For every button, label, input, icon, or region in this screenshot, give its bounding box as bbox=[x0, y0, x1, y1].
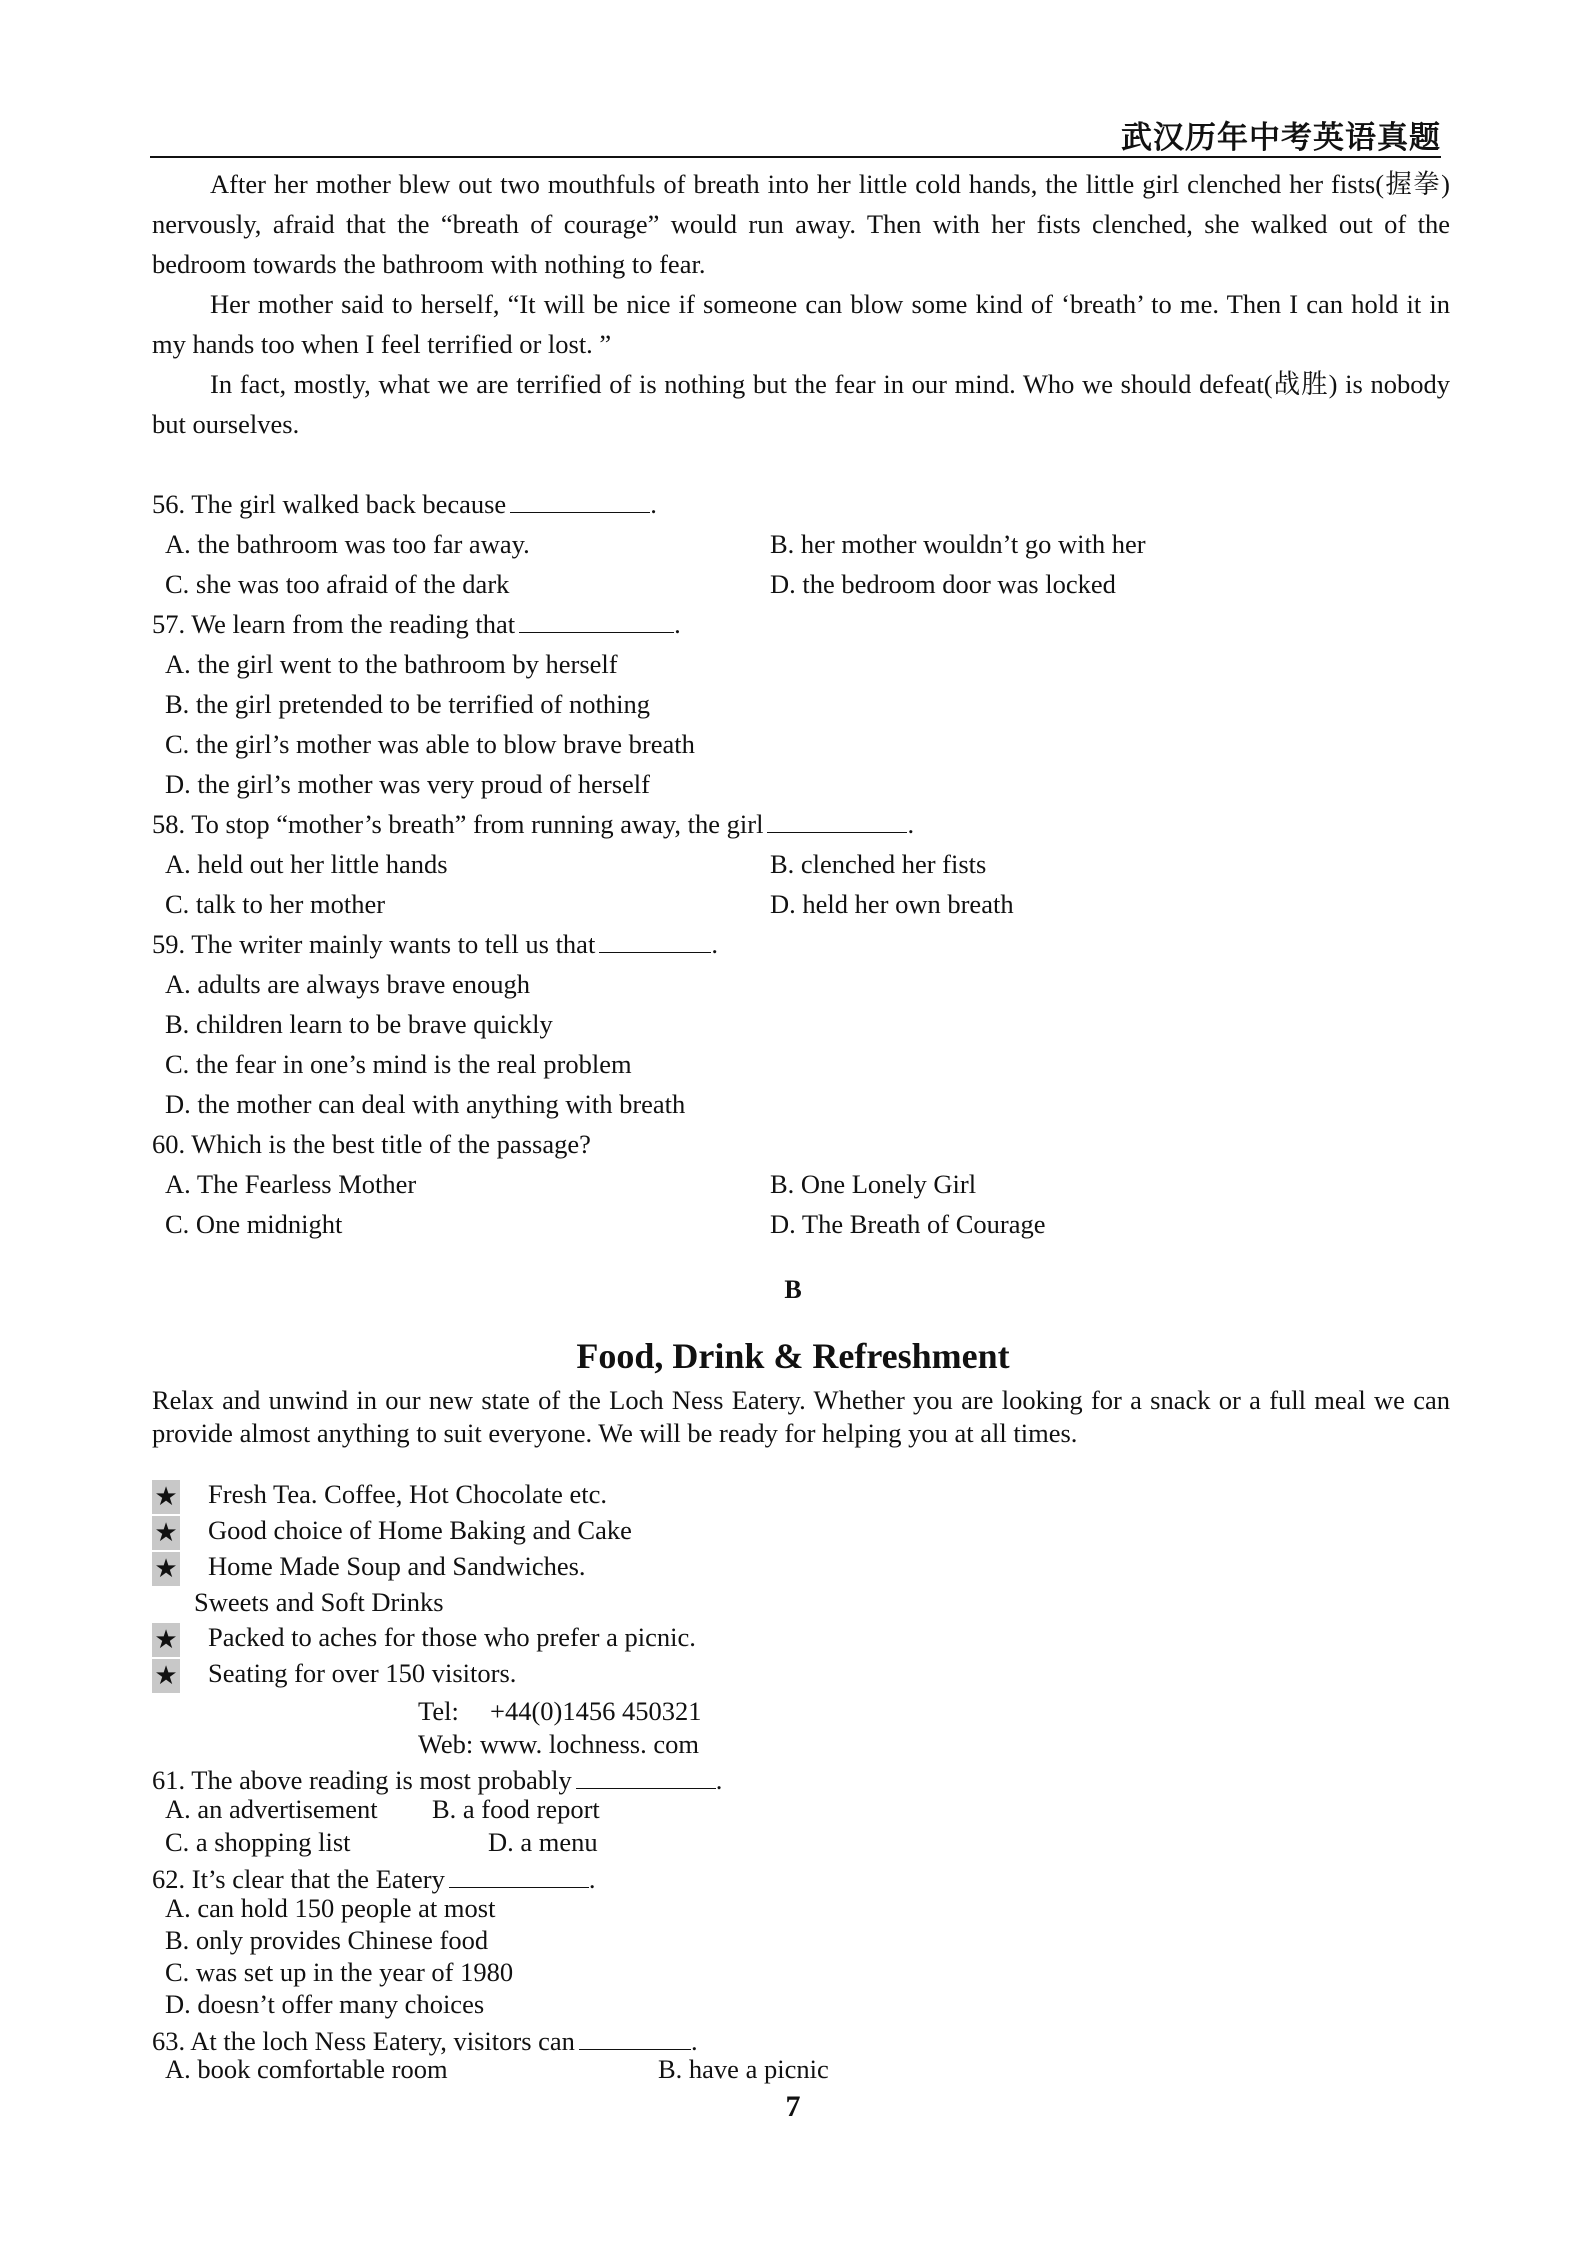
question-end: . bbox=[650, 489, 657, 519]
answer-blank[interactable] bbox=[449, 1859, 589, 1888]
ad-item-plain: Sweets and Soft Drinks bbox=[194, 1587, 444, 1617]
ad-item-label: Packed to aches for those who prefer a picnic. bbox=[208, 1622, 696, 1652]
ad-website: Web: www. lochness. com bbox=[418, 1729, 699, 1759]
header-title: 武汉历年中考英语真题 bbox=[1121, 120, 1441, 156]
ad-item bbox=[152, 1548, 586, 1586]
header-divider bbox=[150, 156, 1441, 158]
option-57-a[interactable]: A. the girl went to the bathroom by herself bbox=[165, 649, 618, 679]
star-icon: ★ bbox=[152, 1552, 180, 1586]
passage-paragraph: Her mother said to herself, “It will be nice if someone can blow some kind of ‘breath’ to me. Then I can hold it in my hands too when I feel terrified or lost. ” bbox=[152, 289, 1450, 359]
option-59-a[interactable]: A. adults are always brave enough bbox=[165, 969, 530, 999]
tel-label: Tel: bbox=[418, 1696, 459, 1726]
question-60 bbox=[152, 1124, 591, 1164]
option-62-b[interactable]: B. only provides Chinese food bbox=[165, 1925, 489, 1955]
question-59 bbox=[152, 924, 718, 964]
option-62-d[interactable]: D. doesn’t offer many choices bbox=[165, 1989, 485, 2019]
option-56-b[interactable]: B. her mother wouldn’t go with her bbox=[770, 529, 1146, 559]
option-57-d[interactable]: D. the girl’s mother was very proud of herself bbox=[165, 769, 650, 799]
question-stem: 56. The girl walked back because bbox=[152, 489, 507, 519]
option-61-b[interactable]: B. a food report bbox=[432, 1794, 600, 1824]
question-58 bbox=[152, 804, 914, 844]
question-56 bbox=[152, 484, 657, 524]
star-icon: ★ bbox=[152, 1659, 180, 1693]
ad-telephone bbox=[418, 1695, 701, 1728]
question-62 bbox=[152, 1859, 595, 1896]
ad-item-label: Seating for over 150 visitors. bbox=[208, 1658, 517, 1688]
ad-title: Food, Drink & Refreshment bbox=[576, 1336, 1010, 1376]
answer-blank[interactable] bbox=[510, 484, 650, 513]
question-stem: 60. Which is the best title of the passage? bbox=[152, 1129, 591, 1159]
ad-item-label: Home Made Soup and Sandwiches. bbox=[208, 1551, 586, 1581]
option-62-a[interactable]: A. can hold 150 people at most bbox=[165, 1893, 496, 1923]
option-63-b[interactable]: B. have a picnic bbox=[658, 2054, 829, 2084]
option-58-c[interactable]: C. talk to her mother bbox=[165, 889, 386, 919]
option-62-c[interactable]: C. was set up in the year of 1980 bbox=[165, 1957, 514, 1987]
ad-item bbox=[152, 1619, 696, 1657]
reading-passage bbox=[152, 164, 1450, 444]
option-58-a[interactable]: A. held out her little hands bbox=[165, 849, 448, 879]
question-end: . bbox=[907, 809, 915, 839]
star-icon: ★ bbox=[152, 1516, 180, 1550]
option-59-c[interactable]: C. the fear in one’s mind is the real problem bbox=[165, 1049, 632, 1079]
answer-blank[interactable] bbox=[767, 804, 907, 833]
question-stem: 57. We learn from the reading that bbox=[152, 609, 516, 639]
ad-item-label: Fresh Tea. Coffee, Hot Chocolate etc. bbox=[208, 1479, 607, 1509]
answer-blank[interactable] bbox=[519, 604, 674, 633]
option-60-a[interactable]: A. The Fearless Mother bbox=[165, 1169, 417, 1199]
section-b-label: B bbox=[784, 1275, 802, 1304]
option-60-b[interactable]: B. One Lonely Girl bbox=[770, 1169, 977, 1199]
passage-paragraph: In fact, mostly, what we are terrified of is nothing but the fear in our mind. Who we should defeat(战胜) is nobody but ourselves. bbox=[152, 369, 1450, 439]
option-63-a[interactable]: A. book comfortable room bbox=[165, 2054, 448, 2084]
question-61 bbox=[152, 1760, 722, 1797]
question-end: . bbox=[715, 1765, 723, 1795]
ad-intro: Relax and unwind in our new state of the Loch Ness Eatery. Whether you are looking for a snack or a full meal we can provide almost anything to suit everyone. We will be ready for helping you at all times. bbox=[152, 1385, 1450, 1448]
option-61-d[interactable]: D. a menu bbox=[488, 1827, 598, 1857]
option-58-b[interactable]: B. clenched her fists bbox=[770, 849, 987, 879]
option-56-c[interactable]: C. she was too afraid of the dark bbox=[165, 569, 510, 599]
option-57-c[interactable]: C. the girl’s mother was able to blow brave breath bbox=[165, 729, 695, 759]
option-61-c[interactable]: C. a shopping list bbox=[165, 1827, 351, 1857]
option-56-d[interactable]: D. the bedroom door was locked bbox=[770, 569, 1116, 599]
question-end: . bbox=[588, 1864, 596, 1894]
option-57-b[interactable]: B. the girl pretended to be terrified of nothing bbox=[165, 689, 650, 719]
star-icon: ★ bbox=[152, 1623, 180, 1657]
question-stem: 63. At the loch Ness Eatery, visitors can bbox=[152, 2026, 575, 2056]
answer-blank[interactable] bbox=[576, 1760, 716, 1789]
question-57 bbox=[152, 604, 681, 644]
question-end: . bbox=[711, 929, 718, 959]
question-stem: 59. The writer mainly wants to tell us that bbox=[152, 929, 596, 959]
answer-blank[interactable] bbox=[579, 2021, 691, 2050]
ad-item bbox=[152, 1655, 516, 1693]
option-56-a[interactable]: A. the bathroom was too far away. bbox=[165, 529, 530, 559]
passage-paragraph: After her mother blew out two mouthfuls of breath into her little cold hands, the little girl clenched her fists(握拳) nervously, afraid that the “breath of courage” would run away. Then with her fists clenched, she walked out of the bedroom towards the bathroom with nothing to fear. bbox=[152, 169, 1450, 279]
option-61-a[interactable]: A. an advertisement bbox=[165, 1794, 378, 1824]
option-60-c[interactable]: C. One midnight bbox=[165, 1209, 343, 1239]
ad-item-label: Good choice of Home Baking and Cake bbox=[208, 1515, 632, 1545]
star-icon: ★ bbox=[152, 1480, 180, 1514]
tel-number: +44(0)1456 450321 bbox=[490, 1696, 702, 1726]
option-60-d[interactable]: D. The Breath of Courage bbox=[770, 1209, 1046, 1239]
question-stem: 58. To stop “mother’s breath” from running away, the girl bbox=[152, 809, 764, 839]
question-stem: 62. It’s clear that the Eatery bbox=[152, 1864, 445, 1894]
answer-blank[interactable] bbox=[599, 924, 711, 953]
ad-item bbox=[152, 1476, 607, 1514]
ad-item bbox=[152, 1512, 632, 1550]
page-number: 7 bbox=[785, 2090, 801, 2123]
option-58-d[interactable]: D. held her own breath bbox=[770, 889, 1014, 919]
option-59-b[interactable]: B. children learn to be brave quickly bbox=[165, 1009, 553, 1039]
question-end: . bbox=[690, 2026, 698, 2056]
option-59-d[interactable]: D. the mother can deal with anything with breath bbox=[165, 1089, 686, 1119]
question-stem: 61. The above reading is most probably bbox=[152, 1765, 572, 1795]
question-end: . bbox=[674, 609, 681, 639]
